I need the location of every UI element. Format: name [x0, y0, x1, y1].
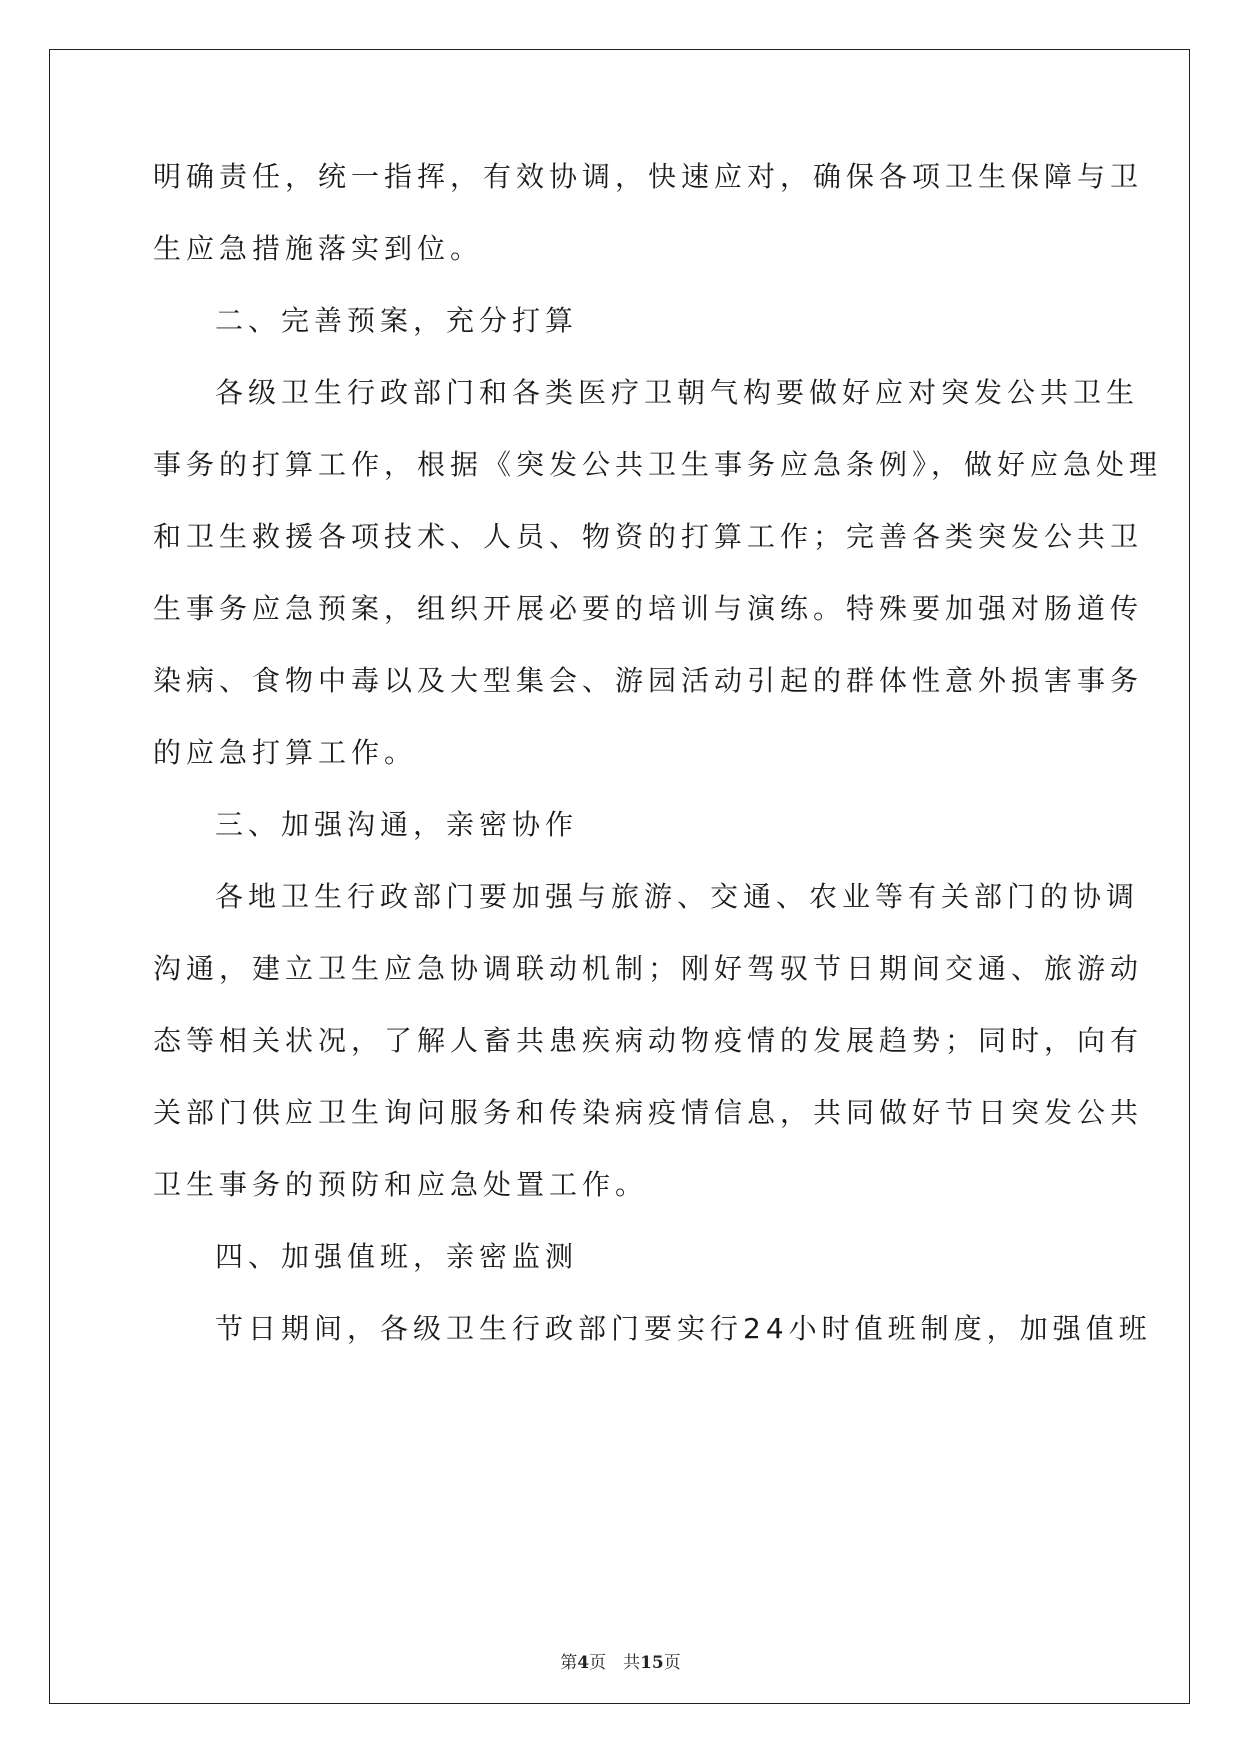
text-line: 生应急措施落实到位。 [153, 232, 484, 265]
page-number-footer [0, 1648, 1241, 1673]
section-heading: 三、加强沟通，亲密协作 [215, 808, 579, 841]
footer-page-suffix: 页 共 [589, 1653, 641, 1673]
current-page-number: 4 [577, 1653, 590, 1673]
footer-prefix: 第 [560, 1653, 578, 1673]
text-line: 明确责任，统一指挥，有效协调，快速应对，确保各项卫生保障与卫 [153, 160, 1144, 193]
text-line: 各地卫生行政部门要加强与旅游、交通、农业等有关部门的协调 [215, 880, 1140, 913]
text-line: 事务的打算工作，根据《突发公共卫生事务应急条例》，做好应急处理 [153, 448, 1163, 481]
text-line: 和卫生救援各项技术、人员、物资的打算工作；完善各类突发公共卫 [153, 520, 1144, 553]
section-heading: 二、完善预案，充分打算 [215, 304, 579, 337]
text-line: 的应急打算工作。 [153, 736, 418, 769]
total-page-number: 15 [640, 1653, 664, 1673]
section-heading: 四、加强值班，亲密监测 [215, 1240, 579, 1273]
footer-total-suffix: 页 [663, 1653, 681, 1673]
text-line: 各级卫生行政部门和各类医疗卫朝气构要做好应对突发公共卫生 [215, 376, 1140, 409]
text-line: 染病、食物中毒以及大型集会、游园活动引起的群体性意外损害事务 [153, 664, 1144, 697]
text-line: 沟通，建立卫生应急协调联动机制；刚好驾驭节日期间交通、旅游动 [153, 952, 1144, 985]
text-line: 节日期间，各级卫生行政部门要实行24小时值班制度，加强值班 [215, 1312, 1152, 1345]
text-line: 卫生事务的预防和应急处置工作。 [153, 1168, 649, 1201]
text-line: 关部门供应卫生询问服务和传染病疫情信息，共同做好节日突发公共 [153, 1096, 1144, 1129]
text-line: 生事务应急预案，组织开展必要的培训与演练。特殊要加强对肠道传 [153, 592, 1144, 625]
text-line: 态等相关状况，了解人畜共患疾病动物疫情的发展趋势；同时，向有 [153, 1024, 1144, 1057]
